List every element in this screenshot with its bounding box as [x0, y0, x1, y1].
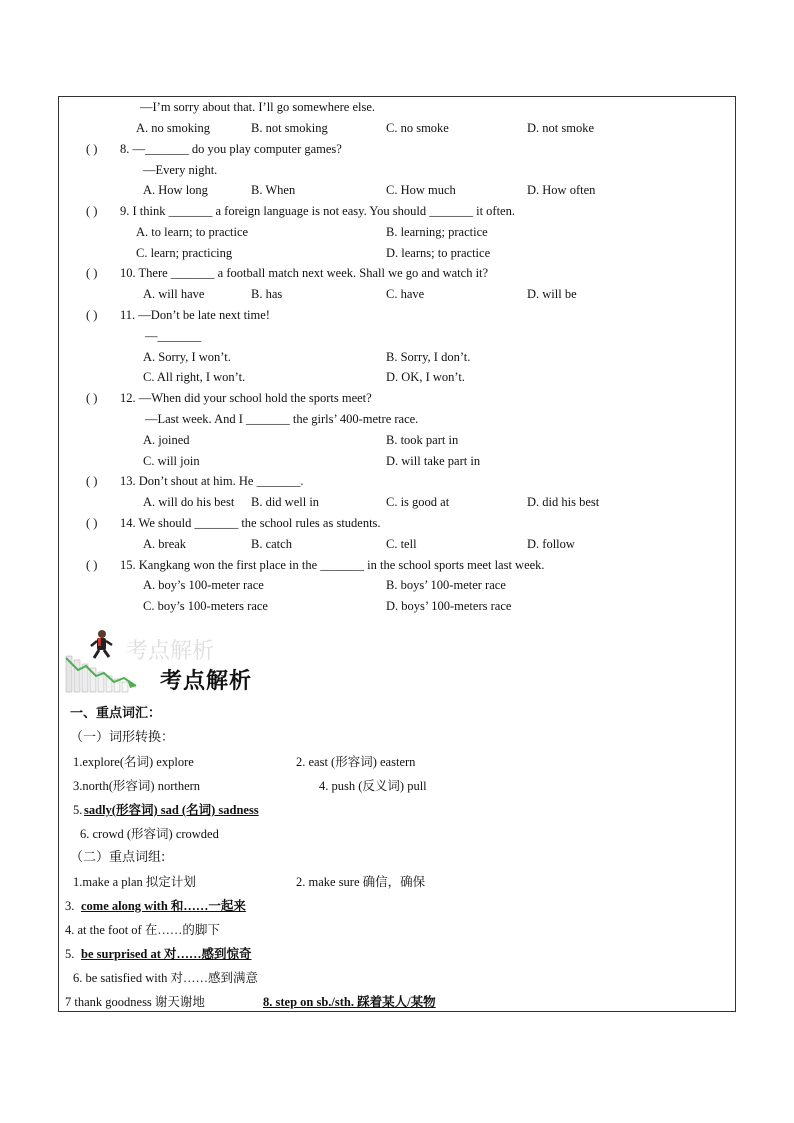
q7-option-d: D. not smoke — [527, 121, 595, 135]
q8-option-d: D. How often — [527, 183, 596, 197]
heading-key-phrases: （二）重点词组: — [70, 850, 166, 865]
q10-option-a: A. will have — [143, 287, 205, 301]
q14-answer-blank: ( ) — [86, 516, 98, 530]
vocab-item-4: 4. push (反义词) pull — [319, 779, 427, 793]
q8-option-a: A. How long — [143, 183, 208, 197]
q11-option-a: A. Sorry, I won’t. — [143, 350, 231, 364]
q11-option-d: D. OK, I won’t. — [386, 370, 465, 384]
q8-option-c: C. How much — [386, 183, 456, 197]
phrase-item-5: be surprised at 对……感到惊奇 — [81, 947, 252, 961]
q14-option-c: C. tell — [386, 537, 417, 551]
q14-option-a: A. break — [143, 537, 187, 551]
q15-stem: 15. Kangkang won the first place in the _______ in the school sports meet last week. — [120, 558, 545, 572]
q9-option-c: C. learn; practicing — [136, 246, 233, 260]
q13-answer-blank: ( ) — [86, 474, 98, 488]
q11-stem: 11. —Don’t be late next time! — [120, 308, 270, 322]
q13-option-d: D. did his best — [527, 495, 600, 509]
q11-option-b: B. Sorry, I don’t. — [386, 350, 471, 364]
q8-answer-blank: ( ) — [86, 142, 98, 156]
q7-option-b: B. not smoking — [251, 121, 328, 135]
q12-stem: 12. —When did your school hold the sports meet? — [120, 391, 372, 405]
phrase-item-3-number: 3. — [65, 899, 75, 913]
logo-watermark-text: 考点解析 — [126, 639, 215, 664]
q8-stem: 8. —_______ do you play computer games? — [120, 142, 342, 156]
q15-option-d: D. boys’ 100-meters race — [386, 599, 512, 613]
q8-response: —Every night. — [143, 163, 218, 177]
phrase-item-8: 8. step on sb./sth. 踩着某人/某物 — [263, 995, 436, 1009]
q9-stem: 9. I think _______ a foreign language is not easy. You should _______ it often. — [120, 204, 515, 218]
q14-option-b: B. catch — [251, 537, 292, 551]
q15-option-a: A. boy’s 100-meter race — [143, 578, 264, 592]
q15-answer-blank: ( ) — [86, 558, 98, 572]
q11-response: —_______ — [145, 329, 202, 343]
q9-option-a: A. to learn; to practice — [136, 225, 249, 239]
q13-option-a: A. will do his best — [143, 495, 235, 509]
phrase-item-6: 6. be satisfied with 对……感到满意 — [73, 971, 259, 985]
q9-option-b: B. learning; practice — [386, 225, 488, 239]
heading-key-vocabulary: 一、重点词汇： — [70, 706, 162, 721]
phrase-item-5-number: 5. — [65, 947, 75, 961]
q8-option-b: B. When — [251, 183, 296, 197]
phrase-item-2: 2. make sure 确信，确保 — [296, 875, 426, 889]
q7-response: —I’m sorry about that. I’ll go somewhere else. — [140, 100, 376, 114]
vocab-item-2: 2. east (形容词) eastern — [296, 755, 416, 769]
q10-option-d: D. will be — [527, 287, 577, 301]
q7-option-c: C. no smoke — [386, 121, 449, 135]
q10-option-c: C. have — [386, 287, 425, 301]
q7-option-a: A. no smoking — [136, 121, 210, 135]
phrase-item-1: 1.make a plan 拟定计划 — [73, 875, 196, 889]
q14-stem: 14. We should _______ the school rules as students. — [120, 516, 381, 530]
q12-response: —Last week. And I _______ the girls’ 400-metre race. — [145, 412, 419, 426]
vocab-item-5: sadly(形容词) sad (名词) sadness — [84, 803, 259, 817]
q13-option-b: B. did well in — [251, 495, 320, 509]
q15-option-b: B. boys’ 100-meter race — [386, 578, 506, 592]
q10-stem: 10. There _______ a football match next week. Shall we go and watch it? — [120, 266, 489, 280]
q15-option-c: C. boy’s 100-meters race — [143, 599, 268, 613]
q11-option-c: C. All right, I won’t. — [143, 370, 246, 384]
phrase-item-4: 4. at the foot of 在……的脚下 — [65, 923, 220, 937]
q11-answer-blank: ( ) — [86, 308, 98, 322]
section-title: 考点解析 — [160, 669, 253, 694]
phrase-item-7: 7 thank goodness 谢天谢地 — [65, 995, 205, 1009]
q12-option-c: C. will join — [143, 454, 200, 468]
q9-answer-blank: ( ) — [86, 204, 98, 218]
q13-option-c: C. is good at — [386, 495, 450, 509]
vocab-item-1: 1.explore(名词) explore — [73, 755, 194, 769]
heading-word-forms: （一）词形转换： — [70, 730, 175, 745]
q12-option-d: D. will take part in — [386, 454, 481, 468]
q10-answer-blank: ( ) — [86, 266, 98, 280]
q13-stem: 13. Don’t shout at him. He _______. — [120, 474, 304, 488]
q14-option-d: D. follow — [527, 537, 575, 551]
q12-option-a: A. joined — [143, 433, 190, 447]
vocab-item-5-number: 5. — [73, 803, 83, 817]
vocab-item-6: 6. crowd (形容词) crowded — [80, 827, 219, 841]
q9-option-d: D. learns; to practice — [386, 246, 491, 260]
q12-answer-blank: ( ) — [86, 391, 98, 405]
vocab-item-3: 3.north(形容词) northern — [73, 779, 201, 793]
phrase-item-3: come along with 和……一起来 — [81, 899, 246, 913]
q10-option-b: B. has — [251, 287, 283, 301]
q12-option-b: B. took part in — [386, 433, 459, 447]
